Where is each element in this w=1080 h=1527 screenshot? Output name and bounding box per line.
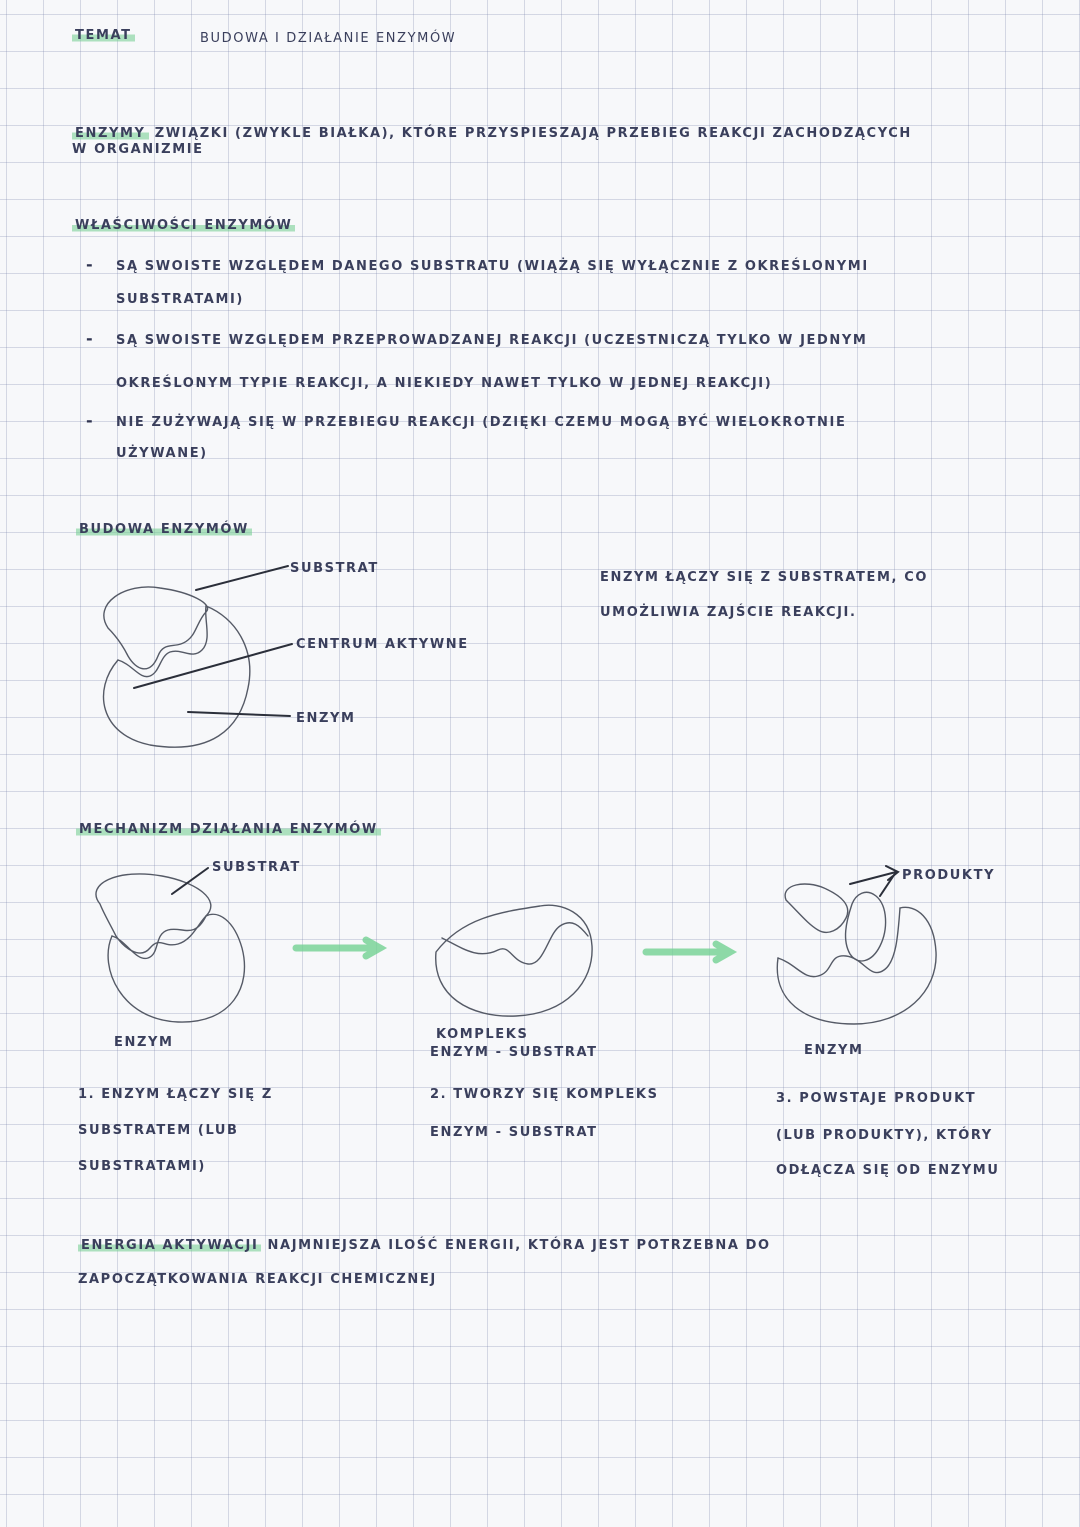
property-3-line-2: UŻYWANE)	[116, 446, 208, 461]
bullet-dash: -	[86, 255, 93, 274]
bullet-dash: -	[86, 411, 93, 430]
property-3-line-1: NIE ZUŻYWAJĄ SIĘ W PRZEBIEGU REAKCJI (DZIĘKI CZEMU MOGĄ BYĆ WIELOKROTNIE	[116, 415, 847, 430]
mechanism-heading: MECHANIZM DZIAŁANIA ENZYMÓW	[76, 822, 381, 837]
bullet-dash: -	[86, 329, 93, 348]
arrow-icon	[646, 944, 730, 960]
stage-1-drawing	[96, 868, 245, 1022]
structure-label-substrate: SUBSTRAT	[290, 561, 379, 576]
property-2-line-1: SĄ SWOISTE WZGLĘDEM PRZEPROWADZANEJ REAKCJI (UCZESTNICZĄ TYLKO W JEDNYM	[116, 333, 868, 348]
structure-heading: BUDOWA ENZYMÓW	[76, 522, 252, 537]
step-1-line-2: SUBSTRATEM (LUB	[78, 1123, 239, 1138]
property-2-line-2: OKREŚLONYM TYPIE REAKCJI, A NIEKIEDY NAWET TYLKO W JEDNEJ REAKCJI)	[116, 376, 773, 391]
structure-note-line-2: UMOŻLIWIA ZAJŚCIE REAKCJI.	[600, 605, 857, 620]
definition-term: ENZYMY	[72, 126, 149, 141]
activation-energy-term: ENERGIA AKTYWACJI	[78, 1238, 261, 1253]
structure-enzyme-drawing	[104, 566, 292, 747]
step-3-line-1: 3. POWSTAJE PRODUKT	[776, 1091, 977, 1106]
stage-2-label-line-1: KOMPLEKS	[436, 1027, 529, 1042]
definition-text: ZWIĄZKI (ZWYKLE BIAŁKA), KTÓRE PRZYSPIESZAJĄ PRZEBIEG REAKCJI ZACHODZĄCYCH	[154, 126, 912, 141]
step-3-line-3: ODŁĄCZA SIĘ OD ENZYMU	[776, 1163, 1000, 1178]
topic-label: TEMAT	[72, 28, 135, 43]
mechanism-label-substrate: SUBSTRAT	[212, 860, 301, 875]
stage-3-drawing	[777, 866, 936, 1024]
stage-3-label: ENZYM	[804, 1043, 864, 1058]
step-2-line-1: 2. TWORZY SIĘ KOMPLEKS	[430, 1087, 659, 1102]
structure-label-enzyme: ENZYM	[296, 711, 356, 726]
stage-2-label-line-2: ENZYM - SUBSTRAT	[430, 1045, 598, 1060]
step-1-line-1: 1. ENZYM ŁĄCZY SIĘ Z	[78, 1087, 273, 1102]
step-3-line-2: (LUB PRODUKTY), KTÓRY	[776, 1128, 993, 1143]
topic-title: BUDOWA I DZIAŁANIE ENZYMÓW	[200, 31, 457, 46]
structure-note-line-1: ENZYM ŁĄCZY SIĘ Z SUBSTRATEM, CO	[600, 570, 928, 585]
step-1-line-3: SUBSTRATAMI)	[78, 1159, 206, 1174]
property-1-line-1: SĄ SWOISTE WZGLĘDEM DANEGO SUBSTRATU (WIĄŻĄ SIĘ WYŁĄCZNIE Z OKREŚLONYMI	[116, 259, 869, 274]
activation-energy-line-2: ZAPOCZĄTKOWANIA REAKCJI CHEMICZNEJ	[78, 1272, 437, 1287]
properties-heading: WŁAŚCIWOŚCI ENZYMÓW	[72, 218, 295, 233]
activation-energy-text: NAJMNIEJSZA ILOŚĆ ENERGII, KTÓRA JEST POTRZEBNA DO	[267, 1238, 771, 1253]
arrow-icon	[296, 940, 380, 956]
stage-1-label: ENZYM	[114, 1035, 174, 1050]
mechanism-label-products: PRODUKTY	[902, 868, 996, 883]
property-1-line-2: SUBSTRATAMI)	[116, 292, 244, 307]
structure-label-active-site: CENTRUM AKTYWNE	[296, 637, 469, 652]
stage-2-drawing	[436, 905, 592, 1016]
definition-line-2: W ORGANIZMIE	[72, 142, 204, 157]
step-2-line-2: ENZYM - SUBSTRAT	[430, 1125, 598, 1140]
